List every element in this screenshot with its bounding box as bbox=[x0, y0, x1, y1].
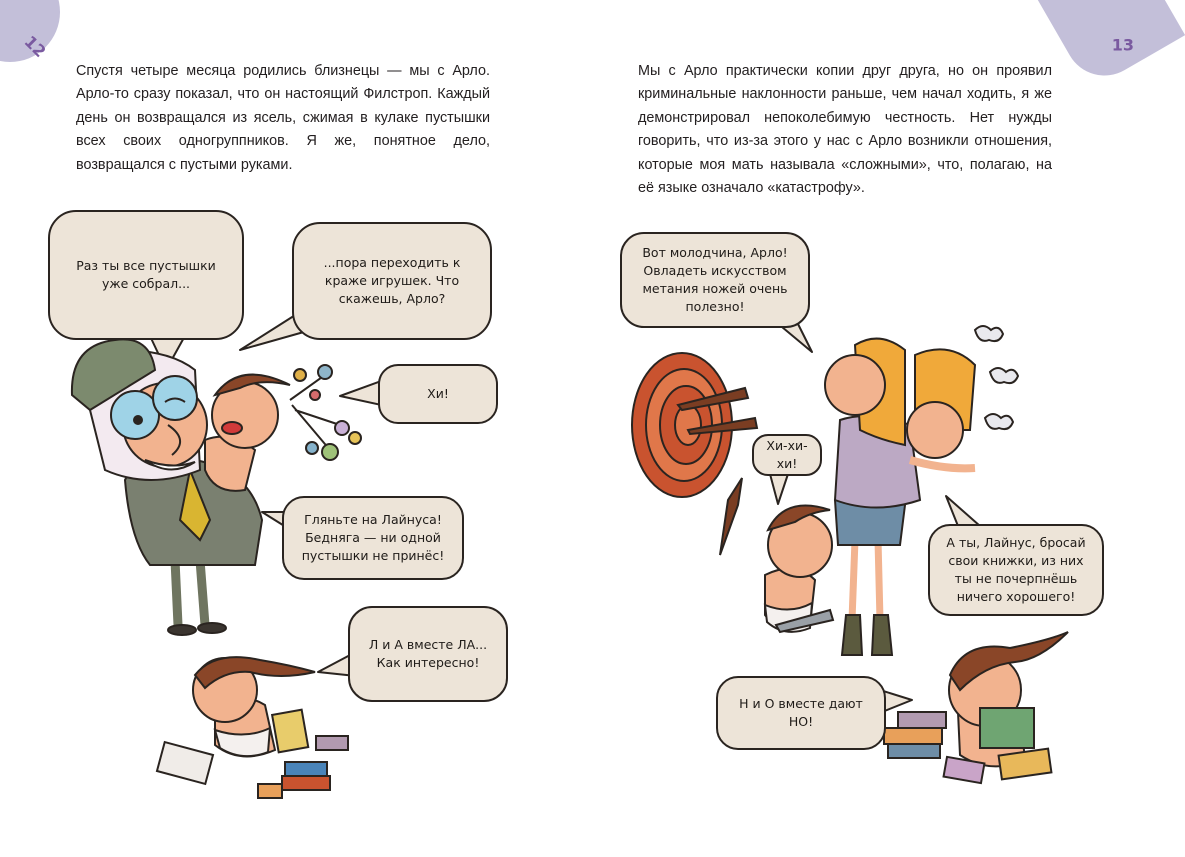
dartboard-target bbox=[632, 353, 757, 497]
mother-boot-right bbox=[872, 615, 892, 655]
baby-linus-left bbox=[157, 657, 348, 798]
mother-face-right bbox=[907, 402, 963, 458]
tail-b8 bbox=[946, 496, 980, 526]
floor-book-5 bbox=[258, 784, 282, 798]
mother-boot-left bbox=[842, 615, 862, 655]
floor-book-1 bbox=[157, 742, 213, 784]
speech-bubble-arlo-hi: Хи! bbox=[378, 364, 498, 424]
page-number-right-label: 13 bbox=[1111, 35, 1135, 55]
mother-arm bbox=[910, 460, 975, 468]
pacifier-bunch bbox=[290, 375, 340, 450]
floor-book-2 bbox=[285, 762, 327, 776]
page-number-left-label: 12 bbox=[20, 31, 50, 62]
father-shoe-left bbox=[168, 625, 196, 635]
father-glasses-left bbox=[111, 391, 159, 439]
linus-book bbox=[272, 710, 308, 753]
baby-linus-right bbox=[884, 632, 1068, 783]
floor-book-3 bbox=[282, 776, 330, 790]
speech-bubble-mother-1: Вот молодчина, Арло! Овладеть искусством метания ножей очень полезно! bbox=[620, 232, 810, 328]
speech-bubble-mother-2: А ты, Лайнус, бросай свои книжки, из них ты не почерпнёшь ничего хорошего! bbox=[928, 524, 1104, 616]
mother-face-left bbox=[825, 355, 885, 415]
mother-legs bbox=[852, 540, 880, 620]
speech-bubble-arlo-hihihi: Хи-хи-хи! bbox=[752, 434, 822, 476]
speech-bubble-father-1: Раз ты все пустышки уже собрал... bbox=[48, 210, 244, 340]
tail-b7 bbox=[770, 474, 788, 504]
left-page-paragraph: Спустя четыре месяца родились близнецы — мы с Арло. Арло-то сразу показал, что он настоящий Филстроп. Каждый день он возвращался из ясель, сжимая в кулаке пустышки всех своих одногруппников. Я же, понятное дело, возвращался с пустыми руками. bbox=[76, 63, 490, 173]
right-floor-book-3 bbox=[888, 744, 940, 758]
steam-puff-2 bbox=[990, 368, 1018, 383]
right-floor-book-1 bbox=[898, 712, 946, 728]
baby-arlo-left bbox=[205, 365, 361, 491]
father-legs bbox=[175, 560, 205, 625]
speech-bubble-linus-la: Л и А вместе ЛА... Как интересно! bbox=[348, 606, 508, 702]
right-page-paragraph: Мы с Арло практически копии друг друга, но он проявил криминальные наклонности раньше, чем начал ходить, я же демонстрировал непоколебимую честность. Нет нужды говорить, что из-за этого у нас с Арло возникли отношения, которые моя мать называла «сложными», что, полагаю, на её языке означало «катастрофу». bbox=[638, 63, 1052, 197]
steam-puff-1 bbox=[975, 326, 1003, 341]
floor-book-4 bbox=[316, 736, 348, 750]
linus-right-book bbox=[980, 708, 1034, 748]
steam-puff-3 bbox=[985, 414, 1013, 429]
speech-bubble-father-2: ...пора переходить к краже игрушек. Что скажешь, Арло? bbox=[292, 222, 492, 340]
speech-bubble-linus-no: Н и О вместе дают НО! bbox=[716, 676, 886, 750]
arlo-pacifier bbox=[222, 422, 242, 434]
father-shoe-right bbox=[198, 623, 226, 633]
speech-bubble-father-3: Гляньте на Лайнуса! Бедняга — ни одной пустышки не принёс! bbox=[282, 496, 464, 580]
right-floor-book-2 bbox=[884, 728, 942, 744]
knife-raised bbox=[720, 478, 742, 555]
